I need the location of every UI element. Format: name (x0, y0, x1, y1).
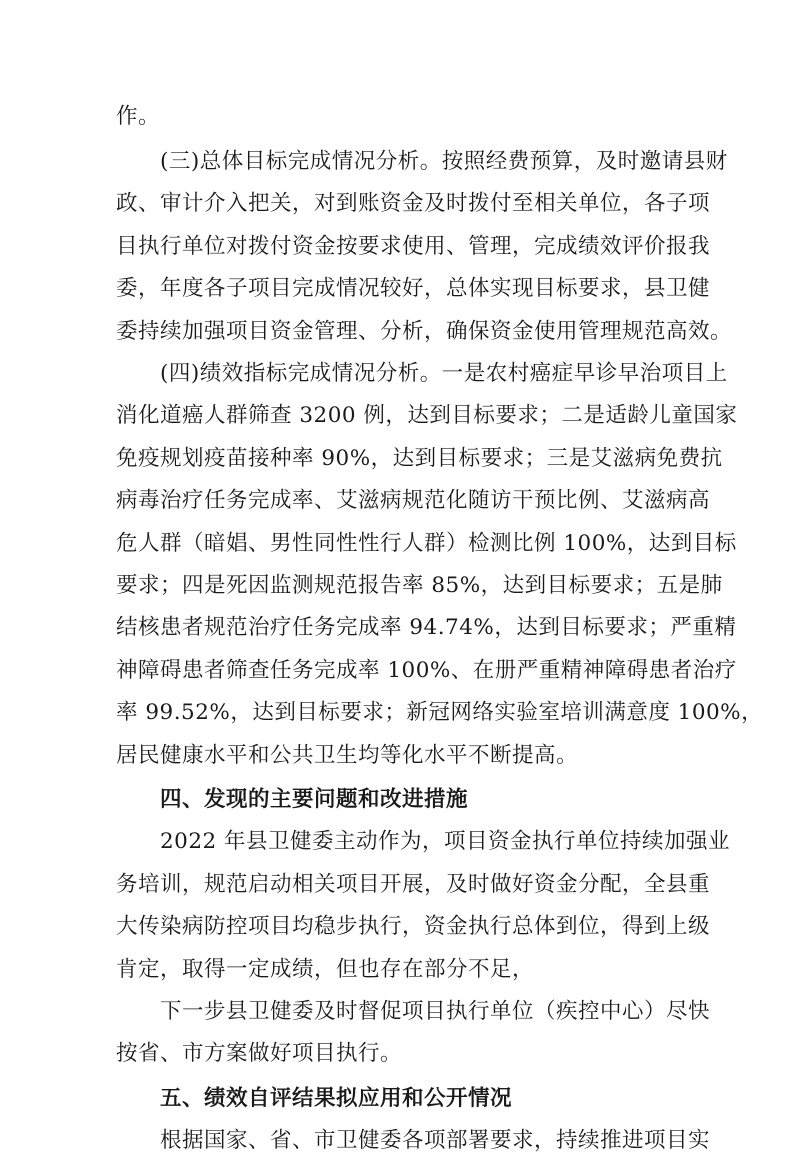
text-line: 肯定，取得一定成绩，但也存在部分不足， (116, 957, 535, 982)
text-line: 根据国家、省、市卫健委各项部署要求，持续推进项目实 (160, 1128, 711, 1153)
text-line: 要求；四是死因监测规范报告率 85%，达到目标要求；五是肺 (116, 573, 723, 598)
text-line: 结核患者规范治疗任务完成率 94.74%，达到目标要求；严重精 (116, 615, 737, 640)
text-line: 作。 (116, 104, 161, 129)
section-heading: 四、发现的主要问题和改进措施 (160, 787, 469, 812)
section-heading: 五、绩效自评结果拟应用和公开情况 (160, 1086, 513, 1111)
text-line: 居民健康水平和公共卫生均等化水平不断提高。 (116, 743, 579, 768)
text-line: 委，年度各子项目完成情况较好，总体实现目标要求，县卫健 (116, 276, 711, 301)
text-line: 免疫规划疫苗接种率 90%，达到目标要求；三是艾滋病免费抗 (116, 446, 723, 471)
text-line: 目执行单位对拨付资金按要求使用、管理，完成绩效评价报我 (116, 234, 711, 259)
text-line: 下一步县卫健委及时督促项目执行单位（疾控中心）尽快 (160, 999, 711, 1024)
text-line: 危人群（暗娼、男性同性性行人群）检测比例 100%，达到目标 (116, 531, 737, 556)
text-line: 病毒治疗任务完成率、艾滋病规范化随访干预比例、艾滋病高 (116, 488, 711, 513)
text-line: 按省、市方案做好项目执行。 (116, 1041, 403, 1066)
text-line: (四)绩效指标完成情况分析。一是农村癌症早诊早治项目上 (160, 361, 728, 386)
text-line: 率 99.52%，达到目标要求；新冠网络实验室培训满意度 100%， (116, 700, 764, 725)
text-line: 委持续加强项目资金管理、分析，确保资金使用管理规范高效。 (116, 319, 733, 344)
text-line: 消化道癌人群筛查 3200 例，达到目标要求；二是适龄儿童国家 (116, 403, 738, 428)
text-line: 务培训，规范启动相关项目开展，及时做好资金分配，全县重 (116, 872, 711, 897)
text-line: 大传染病防控项目均稳步执行，资金执行总体到位，得到上级 (116, 914, 711, 939)
text-line: (三)总体目标完成情况分析。按照经费预算，及时邀请县财 (160, 149, 728, 174)
text-line: 政、审计介入把关，对到账资金及时拨付至相关单位，各子项 (116, 191, 711, 216)
text-line: 神障碍患者筛查任务完成率 100%、在册严重精神障碍患者治疗 (116, 658, 737, 683)
text-line: 2022 年县卫健委主动作为，项目资金执行单位持续加强业 (160, 829, 731, 854)
